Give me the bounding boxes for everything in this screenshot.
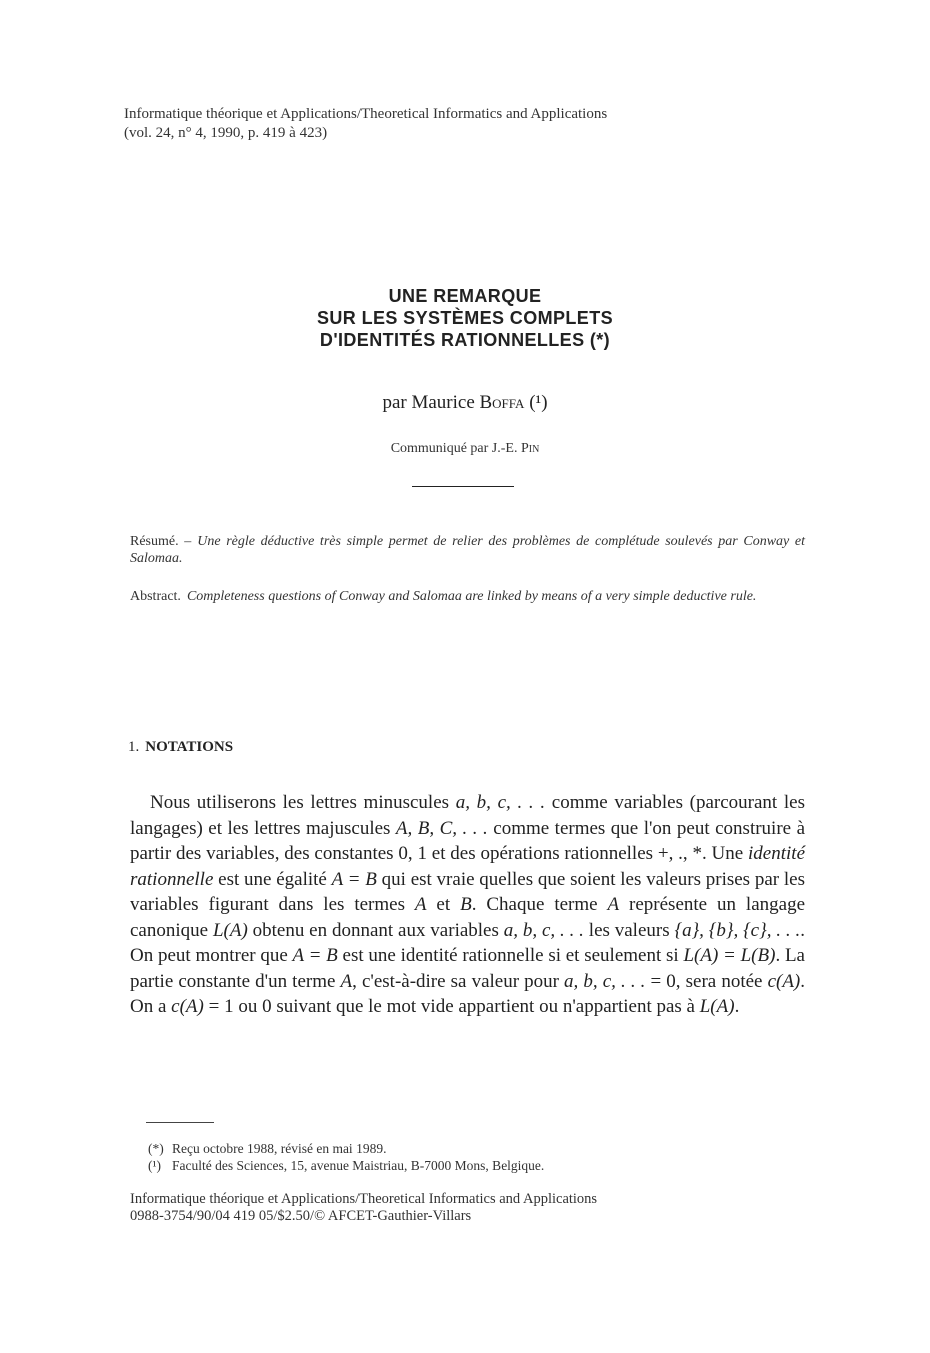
journal-citation: (vol. 24, n° 4, 1990, p. 419 à 423) [124,125,328,141]
math-term: A [414,894,427,915]
body-text: représente un langage canonique [130,894,806,941]
journal-name: Informatique théorique et Applications/Theoretical Informatics and Applications [124,106,608,122]
footnote-1-text: Reçu octobre 1988, révisé en mai 1989. [172,1141,387,1156]
title-line-1: UNE REMARQUE [388,286,542,306]
body-text: = 1 ou 0 suivant que le mot vide appartient ou n'appartient pas à [203,996,700,1017]
author-surname: Boffa [479,392,525,413]
footnote-separator [146,1122,214,1123]
author-prefix: par Maurice [382,392,475,413]
emphasis-term: identité rationnelle [130,843,805,890]
footnote-2-text: Faculté des Sciences, 15, avenue Maistriau, B-7000 Mons, Belgique. [172,1158,545,1173]
footnotes [148,1140,544,1174]
title-line-3: D'IDENTITÉS RATIONNELLES (*) [319,330,611,350]
section-title: NOTATIONS [145,739,234,755]
body-text: Nous utiliserons les lettres minuscules [150,792,456,813]
body-text: comme variables (parcourant les langages) et les lettres majuscules [130,792,805,839]
math-term: c(A) [767,970,801,992]
abstract-english [130,588,805,605]
math-term: a, b, c, . . . [564,970,646,992]
footnote-2 [148,1157,544,1174]
body-text: = 0, sera notée [645,970,768,992]
body-text: qui est vraie quelles que soient les valeurs prises par les variables figurant dans les termes [130,868,805,915]
body-text: et [426,894,461,915]
footnote-1 [148,1140,544,1157]
footer-journal: Informatique théorique et Applications/Theoretical Informatics and Applications [130,1191,598,1207]
math-term: {a}, {b}, {c}, . . . [674,919,801,941]
math-term: A, B, C, . . . [395,817,488,839]
abstract-fr-label: Résumé. – [130,534,192,549]
math-term: L(A) [212,919,248,941]
math-term: a, b, c, . . . [455,792,546,813]
section-number: 1. [128,739,140,755]
body-text: . On peut montrer que [130,919,805,966]
body-text: les valeurs [583,919,675,941]
footer-code: 0988-3754/90/04 419 05/$2.50/© AFCET-Gauthier-Villars [130,1208,472,1224]
journal-header [124,105,607,143]
abstract-french [130,533,805,567]
math-term: A = B [292,945,338,966]
paper-title [0,285,930,351]
math-term: L(A) = L(B) [683,945,776,966]
section-heading [128,739,233,756]
math-term: c(A) [171,996,204,1017]
footnote-2-mark: (¹) [148,1158,162,1173]
title-divider [412,486,514,487]
communicated-by [0,441,930,457]
math-term: A [607,894,620,915]
abstract-en-text: Completeness questions of Conway and Salomaa are linked by means of a very simple deductive rule. [186,589,757,604]
math-term: B [460,894,472,915]
body-text: . On a [130,970,806,1017]
body-text: , c'est-à-dire sa valeur pour [352,970,565,992]
body-text: est une identité rationnelle si et seulement si [337,945,684,966]
body-paragraph [130,790,805,1020]
communicated-prefix: Communiqué par J.-E. [390,441,518,456]
title-line-2: SUR LES SYSTÈMES COMPLETS [316,308,614,328]
abstract-fr-text: Une règle déductive très simple permet de relier des problèmes de complétude soulevés par Conway et Salomaa. [130,534,806,566]
page-footer [130,1191,597,1225]
math-term: A = B [331,868,377,890]
body-text: . La partie constante d'un terme [130,945,805,992]
math-term: A [340,970,353,992]
author-footnote-mark: (¹) [529,392,548,413]
body-text: . Chaque terme [471,894,608,915]
author-line [0,392,930,414]
math-term: L(A) [699,996,735,1017]
math-term: a, b, c, . . . [503,919,584,941]
abstract-en-label: Abstract. [130,589,181,604]
body-text: est une égalité [213,868,332,890]
communicated-surname: Pin [520,441,540,456]
body-text: obtenu en donnant aux variables [247,919,504,941]
body-text: . [734,996,740,1017]
body-text: comme termes que l'on peut construire à partir des variables, des constantes 0, 1 et des opérations rationnelles +, ., *. Une [130,817,806,864]
footnote-1-mark: (*) [148,1141,164,1156]
